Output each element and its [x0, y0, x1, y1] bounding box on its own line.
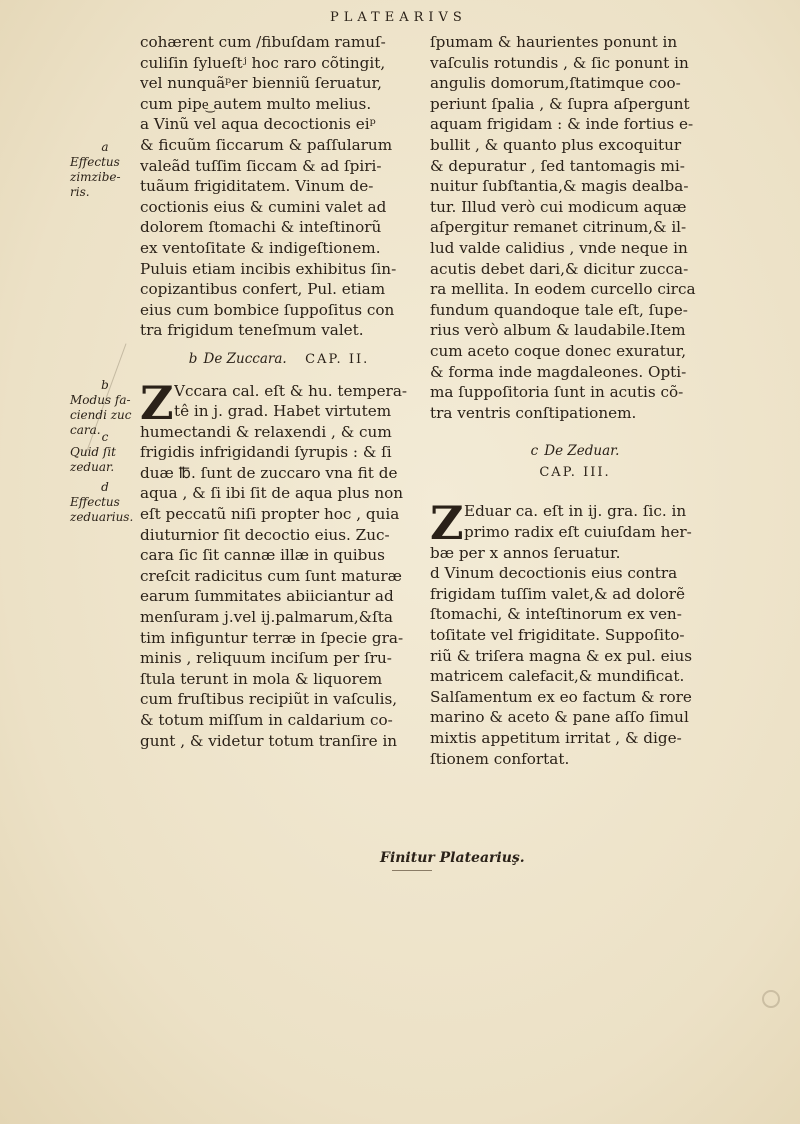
text-line: periunt ſpalia , & ſupra aſpergunt: [430, 94, 690, 113]
left-heading-cap: CAP. II.: [305, 351, 370, 367]
text-line: marino & aceto & pane aſſo ſimul: [430, 708, 689, 727]
text-line: & forma inde magdaleones. Opti-: [430, 362, 687, 381]
text-line: toſitate vel frigiditate. Suppoſito-: [430, 626, 685, 645]
text-line: ma ſuppoſitoria ſunt in acutis cõ-: [430, 383, 684, 402]
text-line: duæ ℔. ſunt de zuccaro vna fit de: [140, 463, 398, 482]
running-head: PLATEARIVS: [330, 10, 467, 25]
text-line: ſtula terunt in mola & liquorem: [140, 669, 383, 688]
text-line: bæ per x annos ſeruatur.: [430, 543, 621, 562]
right-drop-cap: Z: [430, 496, 464, 551]
text-line: tra ventris conſtipationem.: [430, 403, 637, 422]
left-drop-cap: Z: [140, 375, 174, 430]
text-line: fundum quandoque tale eſt, ſupe-: [430, 300, 688, 319]
paper-stain: [762, 990, 780, 1008]
text-line: aqua , & ſi ibi ſit de aqua plus non: [140, 484, 404, 503]
text-line: gunt , & videtur totum tranſire in: [140, 731, 398, 750]
right-heading-cap: CAP. III.: [539, 464, 611, 480]
text-line: cum pipe͜ autem multo melius.: [140, 94, 372, 113]
text-line: creſcit radicitus cum ſunt maturæ: [140, 566, 402, 585]
text-line: dolorem ſtomachi & inteſtinorũ: [140, 218, 382, 237]
left-initial-block: [140, 375, 418, 430]
text-line: copizantibus confert, Pul. etiam: [140, 280, 386, 299]
colophon-rule: [392, 870, 432, 871]
text-line: tuãum frigiditatem. Vinum de-: [140, 177, 374, 196]
text-line: Eduar ca. eſt in ij. gra. ſic. in: [464, 502, 687, 521]
text-line: angulis domorum,ſtatimque coo-: [430, 74, 681, 93]
text-line: Vccara cal. eſt & hu. tempera-: [174, 381, 408, 400]
text-line: mixtis appetitum irritat , & dige-: [430, 729, 682, 747]
text-line: eſt peccatũ niſi propter hoc , quia: [140, 505, 400, 524]
text-line: diuturnior ſit decoctio eius. Zuc-: [140, 525, 390, 544]
text-line: cohærent cum /fibuſdam ramuſ-: [140, 33, 386, 51]
left-top-text: [140, 32, 418, 341]
right-bottom-text: [430, 543, 720, 770]
text-line: a Vinũ vel aqua decoctionis eiᵖ: [140, 115, 376, 134]
text-line: aquam frigidam : & inde fortius e-: [430, 115, 694, 134]
text-line: culiſin ſylueſtʲ hoc raro cõtingit,: [140, 53, 386, 72]
text-line: & ficuũm ſiccarum & paſſularum: [140, 135, 393, 154]
right-first-lines: [464, 501, 720, 542]
text-line: bullit , & quanto plus excoquitur: [430, 135, 682, 154]
text-line: frigidis infrigidandi ſyrupis : & ſi: [140, 443, 392, 462]
right-heading-title: De Zeduar.: [544, 443, 620, 460]
text-line: ſtomachi, & inteſtinorum ex ven-: [430, 605, 682, 624]
text-line: vel nunquãᵖer bienniũ ſeruatur,: [140, 74, 382, 93]
right-chapter-heading: [430, 441, 720, 483]
text-line: ex ventoſitate & indigeſtionem.: [140, 238, 381, 257]
text-line: minis , reliquum inciſum per ſru-: [140, 649, 392, 668]
left-heading-title: De Zuccara.: [203, 350, 287, 367]
text-line: rius verò album & laudabile.Item: [430, 321, 686, 340]
text-line: & totum miſſum in caldarium co-: [140, 711, 393, 729]
text-line: cum aceto coque donec exuratur,: [430, 341, 687, 360]
left-chapter-heading: [140, 349, 418, 371]
margin-note-a: a Effectus zimzibe-ris.: [70, 140, 121, 199]
text-line: frigidam tuſſim valet,& ad dolorẽ: [430, 584, 686, 603]
text-line: Salſamentum ex eo factum & rore: [430, 687, 692, 706]
colophon: Finitur Plateariuş.: [380, 850, 525, 866]
text-line: riũ & triſera magna & ex pul. eius: [430, 646, 693, 665]
text-line: tê in j. grad. Habet virtutem: [174, 402, 392, 421]
text-line: valeãd tuſſim ſiccam & ad ſpiri-: [140, 156, 382, 175]
text-line: acutis debet dari,& dicitur zucca-: [430, 259, 689, 278]
text-line: lud valde calidius , vnde neque in: [430, 238, 688, 257]
text-line: primo radix eſt cuiuſdam her-: [464, 523, 692, 542]
text-line: tim infiguntur terræ in ſpecie gra-: [140, 628, 404, 647]
left-heading-marker: b: [188, 350, 198, 367]
margin-note-b: b Modus fa-ciendi zuc cara.: [70, 378, 132, 437]
text-line: menſuram j.vel ij.palmarum,&ſta: [140, 608, 393, 627]
text-line: vaſculis rotundis , & ſic ponunt in: [430, 53, 689, 72]
margin-note-c: c Quid ſit zeduar.: [70, 430, 117, 474]
text-line: ſpumam & haurientes ponunt in: [430, 33, 678, 51]
text-line: tra frigidum teneſmum valet.: [140, 321, 364, 340]
text-line: d Vinum decoctionis eius contra: [430, 564, 678, 583]
right-top-text: [430, 32, 720, 423]
right-column: [430, 32, 720, 769]
text-line: ra mellita. In eodem curcello circa: [430, 280, 696, 299]
text-line: earum ſummitates abiiciantur ad: [140, 587, 394, 606]
text-line: cara ſic ſit cannæ illæ in quibus: [140, 546, 385, 565]
right-heading-marker: c: [530, 443, 539, 460]
text-line: & depuratur , ſed tantomagis mi-: [430, 156, 685, 175]
left-first-lines: [174, 381, 418, 422]
text-line: coctionis eius & cumini valet ad: [140, 197, 387, 216]
right-initial-block: [430, 496, 720, 551]
text-line: tur. Illud verò cui modicum aquæ: [430, 197, 687, 216]
text-line: eius cum bombice ſuppoſitus con: [140, 300, 395, 319]
left-bottom-text: [140, 422, 418, 752]
margin-note-d: d Effectus zeduarius.: [70, 480, 134, 524]
text-line: nuitur ſubſtantia,& magis dealba-: [430, 177, 689, 196]
text-line: ſtionem confortat.: [430, 749, 570, 768]
text-line: Puluis etiam incibis exhibitus ſin-: [140, 259, 397, 278]
text-line: aſpergitur remanet citrinum,& il-: [430, 218, 687, 237]
left-column: [140, 32, 418, 751]
text-line: humectandi & relaxendi , & cum: [140, 422, 392, 441]
text-line: matricem calefacit,& mundificat.: [430, 667, 685, 686]
text-line: cum fruſtibus recipiũt in vaſculis,: [140, 690, 398, 709]
